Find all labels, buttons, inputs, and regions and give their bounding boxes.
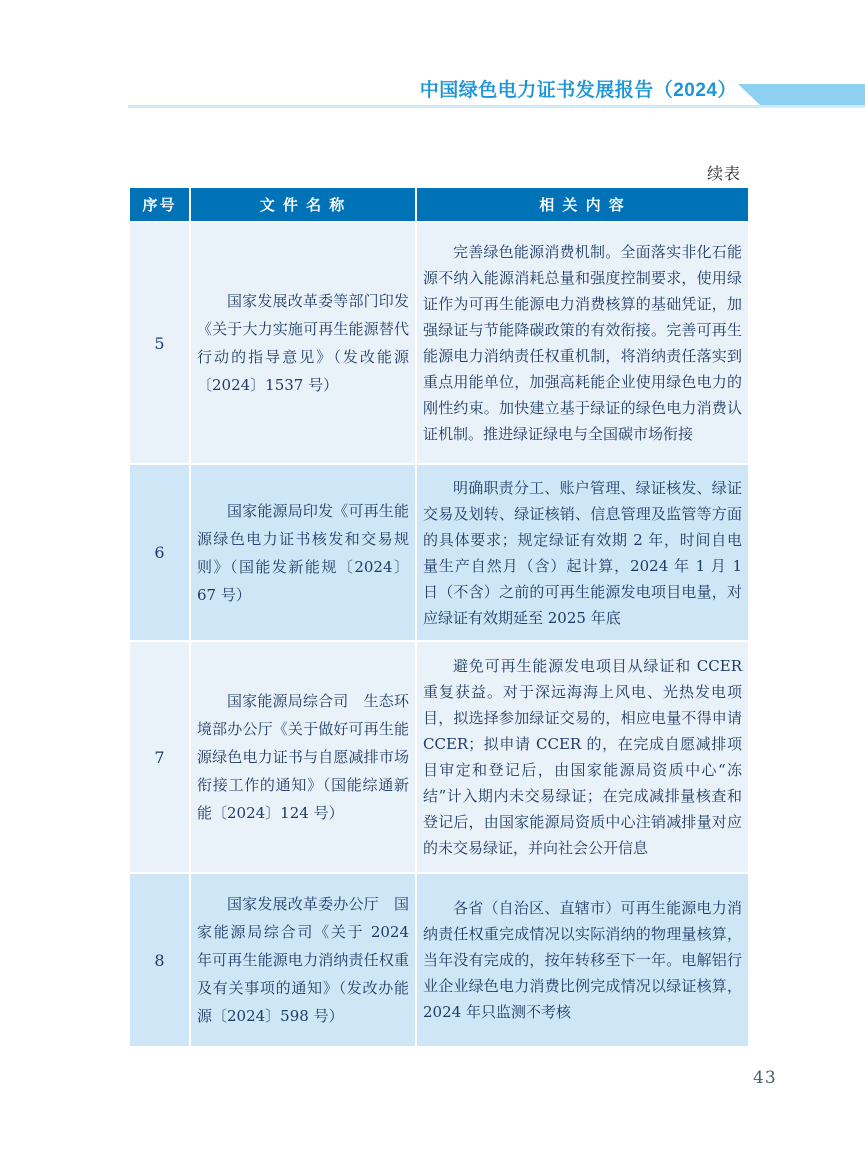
row-number-cell: 5 [130, 223, 189, 463]
file-name-text: 国家发展改革委办公厅 国家能源局综合司《关于 2024 年可再生能源电力消纳责任权重及有关事项的通知》（发改办能源〔2024〕598 号） [197, 895, 409, 1025]
file-name-cell [191, 642, 415, 872]
content-cell [417, 642, 748, 872]
content-cell [417, 223, 748, 463]
file-name-cell [191, 465, 415, 640]
header-banner-shape [738, 84, 865, 107]
table-row [130, 874, 748, 1046]
table-row [130, 642, 748, 872]
header-underline [128, 105, 865, 108]
file-name-text: 国家能源局印发《可再生能源绿色电力证书核发和交易规则》（国能发新能规〔2024〕67 号） [197, 501, 409, 604]
file-name-text: 国家发展改革委等部门印发《关于大力实施可再生能源替代行动的指导意见》（发改能源〔2024〕1537 号） [197, 292, 409, 394]
column-header-content: 相 关 内 容 [417, 188, 748, 221]
table-row [130, 223, 748, 463]
content-cell [417, 465, 748, 640]
content-text: 避免可再生能源发电项目从绿证和 CCER 重复获益。对于深远海海上风电、光热发电项目，拟选择参加绿证交易的，相应电量不得申请 CCER；拟申请 CCER 的，在完成自愿减排项目审定和登记后，由国家能源局资质中心“冻结”计入期内未交易绿证；在完成减排量核查和登记后，由国家能源局资质中心注销减排量对应的未交易绿证，并向社会公开信息 [423, 657, 742, 857]
row-number-cell: 7 [130, 642, 189, 872]
report-title: 中国绿色电力证书发展报告（2024） [419, 80, 737, 101]
content-cell [417, 874, 748, 1046]
table-header-row [130, 188, 748, 221]
row-number-cell: 6 [130, 465, 189, 640]
policy-document-table [130, 188, 748, 1046]
file-name-cell [191, 874, 415, 1046]
file-name-cell [191, 223, 415, 463]
content-text: 各省（自治区、直辖市）可再生能源电力消纳责任权重完成情况以实际消纳的物理量核算，当年没有完成的，按年转移至下一年。电解铝行业企业绿色电力消费比例完成情况以绿证核算，2024 年只监测不考核 [423, 899, 742, 1021]
table-row [130, 465, 748, 640]
continued-table-caption: 续表 [706, 164, 741, 183]
content-text: 完善绿色能源消费机制。全面落实非化石能源不纳入能源消耗总量和强度控制要求，使用绿证作为可再生能源电力消费核算的基础凭证，加强绿证与节能降碳政策的有效衔接。完善可再生能源电力消纳责任权重机制，将消纳责任落实到重点用能单位，加强高耗能企业使用绿色电力的刚性约束。加快建立基于绿证的绿色电力消费认证机制。推进绿证绿电与全国碳市场衔接 [423, 243, 742, 443]
row-number-cell: 8 [130, 874, 189, 1046]
content-text: 明确职责分工、账户管理、绿证核发、绿证交易及划转、绿证核销、信息管理及监管等方面的具体要求；规定绿证有效期 2 年，时间自电量生产自然月（含）起计算，2024 年 1 月 1 日（不含）之前的可再生能源发电项目电量，对应绿证有效期延至 2025 年底 [423, 478, 742, 627]
page-number: 43 [753, 1068, 777, 1088]
column-header-number: 序号 [130, 188, 189, 221]
file-name-text: 国家能源局综合司 生态环境部办公厅《关于做好可再生能源绿色电力证书与自愿减排市场衔接工作的通知》（国能综通新能〔2024〕124 号） [197, 692, 409, 822]
column-header-file-name: 文 件 名 称 [191, 188, 415, 221]
